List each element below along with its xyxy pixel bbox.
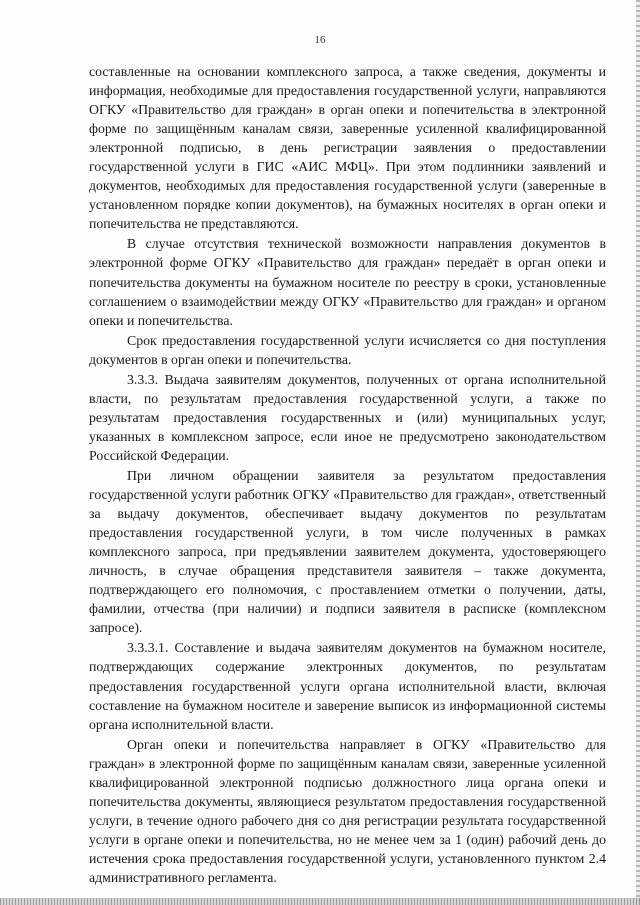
paragraph-section-3-3-3-1: 3.3.3.1. Составление и выдача заявителям документов на бумажном носителе, подтверждающих содержание электронных документов, по результатам предоставления государственной услуги органа исполнительной власти, включая составление на бумажном носителе и заверение выписок из информационной системы органа исполнительной власти. <box>89 640 606 732</box>
paragraph-continuation: составленные на основании комплексного запроса, а также сведения, документы и информация, необходимые для предоставления государственной услуги, направляются ОГКУ «Правительство для граждан» в орган опеки и попечительства в электронной форме по защищённым каналам связи, заверенные усиленной квалифицированной электронной подписью, в день регистрации заявления о предоставлении государственной услуги в ГИС «АИС МФЦ». При этом подлинники заявлений и документов, необходимых для предоставления государственной услуги (заверенные в установленном порядке копии документов), на бумажных носителях в орган опеки и попечительства не представляются. <box>89 64 606 232</box>
paragraph-technical-possibility: В случае отсутствия технической возможности направления документов в электронной форме ОГКУ «Правительство для граждан» передаёт в орган опеки и попечительства документы на бумажном носителе по реестру в сроки, установленные соглашением о взаимодействии между ОГКУ «Правительство для граждан» и органом опеки и попечительства. <box>89 236 606 328</box>
paragraph-personal-request: При личном обращении заявителя за результатом предоставления государственной услуги работник ОГКУ «Правительство для граждан», ответственный за выдачу документов, обеспечивает выдачу документов по результатам предоставления государственной услуги, в том числе полученных в рамках комплексного запроса, при предъявлении заявителем документа, удостоверяющего личность, в случае обращения представителя заявителя – также документа, подтверждающего его полномочия, с проставлением отметки о получении, даты, фамилии, отчества (при наличии) и подписи заявителя в расписке (комплексном запросе). <box>89 467 606 636</box>
paragraph-guardianship-authority: Орган опеки и попечительства направляет в ОГКУ «Правительство для граждан» в электронной форме по защищённым каналам связи, заверенные усиленной квалифицированной электронной подписью должностного лица органа опеки и попечительства документы, являющиеся результатом предоставления государственной услуги, в течение одного рабочего дня со дня регистрации результата государственной услуги в органе опеки и попечительства, но не менее чем за 1 (один) рабочий день до истечения срока предоставления государственной услуги, установленного пунктом 2.4 административного регламента. <box>89 736 606 885</box>
scan-edge-right <box>636 0 640 905</box>
page-number: 16 <box>314 34 326 46</box>
paragraph-service-term: Срок предоставления государственной услуги исчисляется со дня поступления документов в орган опеки и попечительства. <box>89 332 606 367</box>
document-body <box>89 62 606 887</box>
paragraph-section-3-3-3: 3.3.3. Выдача заявителям документов, полученных от органа исполнительной власти, по результатам предоставления государственной услуги, а также по результатам предоставления государственных и (или) муниципальных услуг, указанных в комплексном запросе, если иное не предусмотрено законодательством Российской Федерации. <box>89 371 606 463</box>
scan-edge-bottom <box>0 898 640 905</box>
